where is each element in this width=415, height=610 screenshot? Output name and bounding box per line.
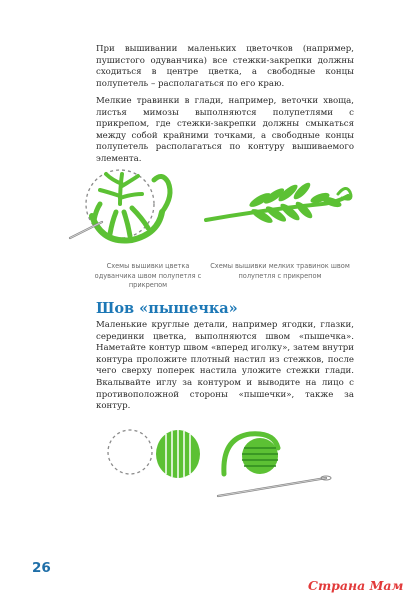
page-number: 26: [32, 560, 51, 576]
watermark-text: Страна Мам: [308, 578, 404, 593]
site-watermark: [306, 570, 412, 604]
grass-figure-caption: Схемы вышивки мелких травинок швом полупетля с прикрепом: [210, 262, 350, 280]
intro-paragraph-dandelion: При вышивании маленьких цветочков (например, пушистого одуванчика) все стежки-закрепки должны сходиться в центре цветка, а свободные концы полупетель – располагаться по его краю.: [96, 44, 354, 89]
pyshechka-paragraph: Маленькие круглые детали, например ягодки, глазки, серединки цветка, выполняются швом «пышечка». Наметайте контур швом «вперед иголку», затем внутри контура проложите плотный настил из стежков, после чего сверху поперек настила уложите стежки глади. Вкалывайте иглу за контуром и выводите на лицо с противоположной стороны «пышечки», также за контур.: [96, 320, 354, 412]
grass-embroidery-figure: [202, 172, 362, 232]
intro-paragraph-grass: Мелкие травинки в глади, например, веточки хвоща, листья мимозы выполняются полупетлями с прикрепом, где стежки-закрепки должны смыкаться между собой крайними точками, а свободные концы полупетель располагаться по контуру вышиваемого элемента.: [96, 96, 354, 164]
pyshechka-stitch-figure: [100, 424, 340, 504]
dandelion-figure-caption: Схемы вышивки цветка одуванчика швом полупетля с прикрепом: [94, 262, 202, 289]
section-heading: Шов «пышечка»: [96, 300, 238, 317]
dandelion-embroidery-figure: [62, 160, 192, 256]
